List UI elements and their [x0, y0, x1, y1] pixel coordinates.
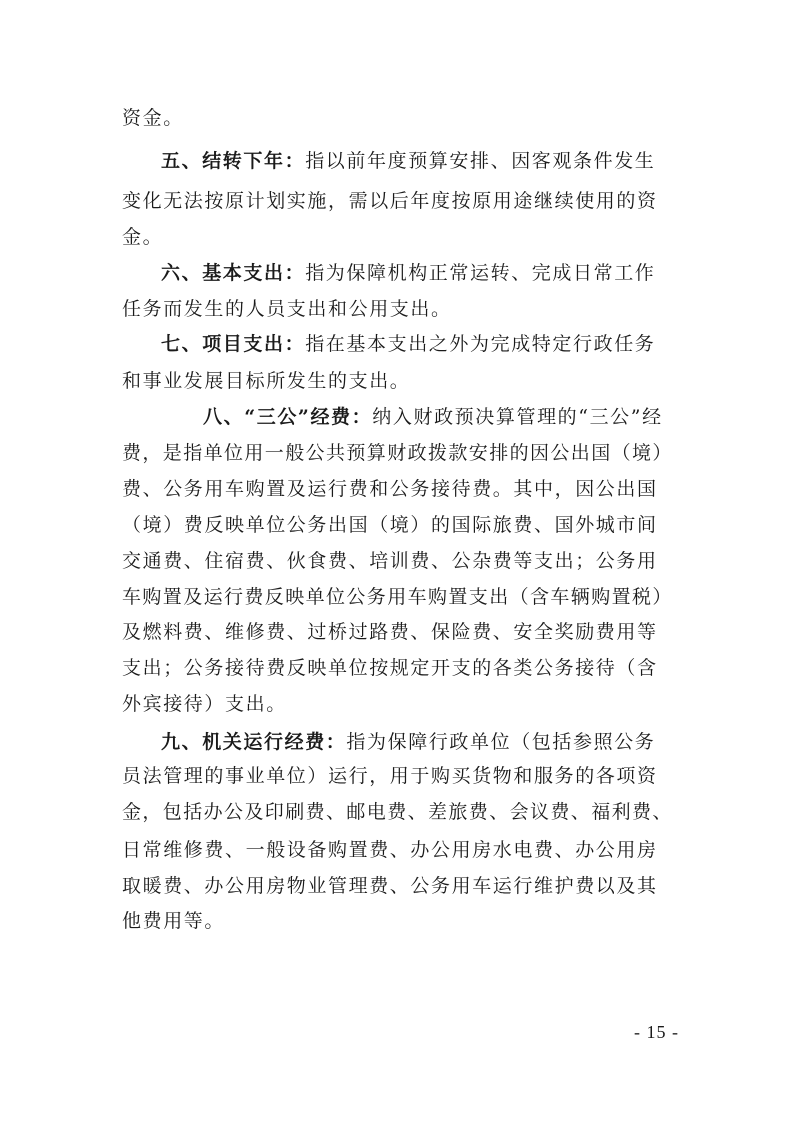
text-line: 车购置及运行费反映单位公务用车购置支出（含车辆购置税）: [122, 586, 673, 608]
text-line: 日常维修费、一般设备购置费、办公用房水电费、办公用房: [122, 839, 658, 861]
paragraph-5-line: 五、结转下年：指以前年度预算安排、因客观条件发生: [161, 150, 656, 172]
paragraph-8-line: 八、“三公”经费：纳入财政预决算管理的“三公”经: [203, 406, 663, 428]
text-line: 金，包括办公及印刷费、邮电费、差旅费、会议费、福利费、: [122, 801, 673, 823]
section-heading: 六、基本支出：: [161, 262, 306, 284]
text-line: 支出；公务接待费反映单位按规定开支的各类公务接待（含: [122, 657, 658, 679]
text-line: 取暖费、办公用房物业管理费、公务用车运行维护费以及其: [122, 875, 658, 897]
text-line: 金。: [122, 226, 164, 248]
text-line: （境）费反映单位公务出国（境）的国际旅费、国外城市间: [122, 514, 658, 536]
text-line: 费，是指单位用一般公共预算财政拨款安排的因公出国（境）: [122, 442, 673, 464]
text-line: 资金。: [122, 107, 184, 129]
paragraph-6-line: 六、基本支出：指为保障机构正常运转、完成日常工作: [161, 262, 656, 284]
text-line: 员法管理的事业单位）运行，用于购买货物和服务的各项资: [122, 765, 658, 787]
text-line: 外宾接待）支出。: [122, 693, 287, 715]
page-number: - 15 -: [634, 1022, 679, 1042]
section-heading: 九、机关运行经费：: [161, 731, 347, 753]
section-heading: 七、项目支出：: [161, 333, 306, 355]
text-line: 他费用等。: [122, 910, 226, 932]
paragraph-7-line: 七、项目支出：指在基本支出之外为完成特定行政任务: [161, 333, 656, 355]
section-heading: 八、“三公”经费：: [203, 406, 373, 428]
text-line: 及燃料费、维修费、过桥过路费、保险费、安全奖励费用等: [122, 621, 658, 643]
text-line: 和事业发展目标所发生的支出。: [122, 370, 411, 392]
text-line: 变化无法按原计划实施，需以后年度按原用途继续使用的资: [122, 190, 658, 212]
text-line: 费、公务用车购置及运行费和公务接待费。其中，因公出国: [122, 478, 658, 500]
paragraph-9-line: 九、机关运行经费：指为保障行政单位（包括参照公务: [161, 731, 656, 753]
section-heading: 五、结转下年：: [161, 150, 306, 172]
text-line: 交通费、住宿费、伙食费、培训费、公杂费等支出；公务用: [122, 550, 658, 572]
text-line: 任务而发生的人员支出和公用支出。: [122, 298, 452, 320]
